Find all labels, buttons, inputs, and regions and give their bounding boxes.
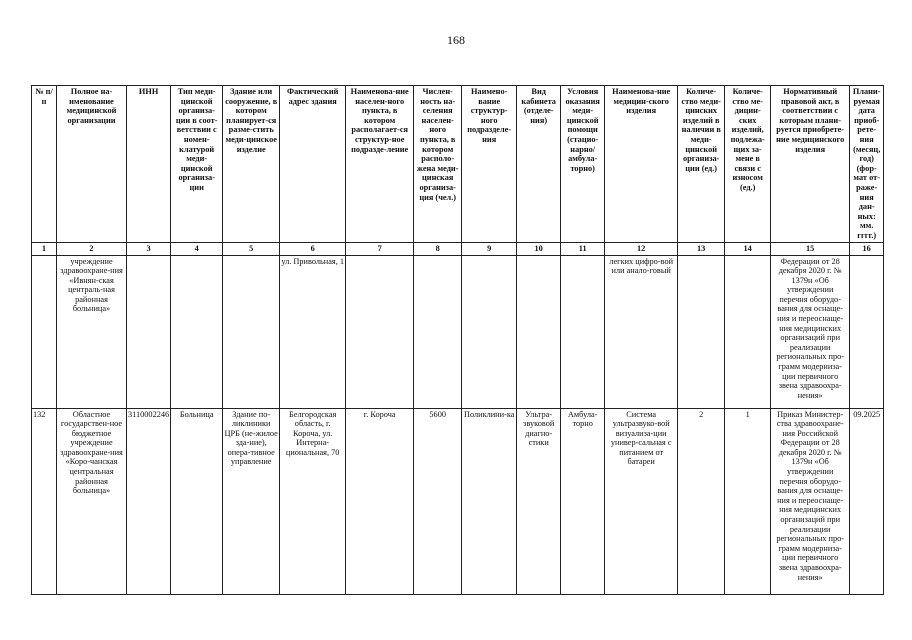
header-cell: Вид кабинета (отделе-ния) bbox=[517, 86, 561, 243]
cell-population: 5600 bbox=[414, 408, 462, 594]
cell-conditions: Амбула-торно bbox=[561, 408, 605, 594]
cell-qty-replace bbox=[725, 255, 771, 408]
cell-building bbox=[223, 255, 280, 408]
cell-num: 132 bbox=[32, 408, 57, 594]
column-number: 7 bbox=[346, 242, 414, 255]
cell-num bbox=[32, 255, 57, 408]
cell-qty-have: 2 bbox=[678, 408, 725, 594]
cell-date bbox=[850, 255, 884, 408]
cell-date: 09.2025 bbox=[850, 408, 884, 594]
table-row bbox=[32, 255, 884, 408]
cell-org-name: учреждение здравоохране-ния «Ивнян-ская централь-ная районная больница» bbox=[57, 255, 127, 408]
cell-qty-have bbox=[678, 255, 725, 408]
cell-conditions bbox=[561, 255, 605, 408]
header-cell: Полное на-именование медицинской организации bbox=[57, 86, 127, 243]
cell-settlement: г. Короча bbox=[346, 408, 414, 594]
column-number: 10 bbox=[517, 242, 561, 255]
cell-address: ул. Привольная, 1 bbox=[280, 255, 346, 408]
cell-legal-act: Федерации от 28 декабря 2020 г. № 1379н «Об утверждении перечня оборудо-вания для оснаще-ния и переоснаще-ния медицинских организаций при реализации региональных про-грамм модерниза-ции первичного звена здравоохра-нения» bbox=[771, 255, 850, 408]
cell-qty-replace: 1 bbox=[725, 408, 771, 594]
header-cell: Плани-руемая дата приоб-рете-ния (месяц, год) (фор-мат от-раже-ния дан-ных: мм. гггг.) bbox=[850, 86, 884, 243]
column-number: 9 bbox=[462, 242, 517, 255]
cell-device: Система ультразвуко-вой визуализа-ции универ-сальная с питанием от батареи bbox=[605, 408, 678, 594]
column-number: 1 bbox=[32, 242, 57, 255]
header-cell: Наимено-вание структур-ного подразделе-ния bbox=[462, 86, 517, 243]
header-cell: Количе-ство меди-цинских изделий в наличии в меди-цинской организа-ции (ед.) bbox=[678, 86, 725, 243]
column-number: 3 bbox=[127, 242, 171, 255]
header-cell: Фактический адрес здания bbox=[280, 86, 346, 243]
table-row bbox=[32, 408, 884, 594]
cell-building: Здание по-ликлиники ЦРБ (не-жилое зда-ние), опера-тивное управление bbox=[223, 408, 280, 594]
header-cell: Тип меди-цинской организа-ции в соот-ветствии с номен-клатурой меди-цинской организа-ции bbox=[171, 86, 223, 243]
cell-cabinet: Ультра-звуковой диагно-стики bbox=[517, 408, 561, 594]
header-cell: Количе-ство ме-дицин-ских изделий, подлежа-щих за-мене в связи с износом (ед.) bbox=[725, 86, 771, 243]
cell-legal-act: Приказ Министер-ства здравоохране-ния Российской Федерации от 28 декабря 2020 г. № 1379н «Об утверждении перечня оборудо-вания для оснаще-ния и переоснаще-ния медицинских организаций при реализации региональных про-грамм модерниза-ции первичного звена здравоохра-нения» bbox=[771, 408, 850, 594]
header-cell: ИНН bbox=[127, 86, 171, 243]
column-number: 5 bbox=[223, 242, 280, 255]
cell-org-type bbox=[171, 255, 223, 408]
header-cell: Наименова-ние населен-ного пункта, в котором располагает-ся структур-ное подразде-ление bbox=[346, 86, 414, 243]
cell-unit bbox=[462, 255, 517, 408]
column-number: 13 bbox=[678, 242, 725, 255]
column-number: 15 bbox=[771, 242, 850, 255]
cell-org-name: Областное государствен-ное бюджетное учреждение здравоохране-ния «Коро-чанская центральная районная больница» bbox=[57, 408, 127, 594]
cell-population bbox=[414, 255, 462, 408]
header-row bbox=[32, 86, 884, 243]
column-number: 11 bbox=[561, 242, 605, 255]
page-number: 168 bbox=[447, 33, 465, 47]
column-number: 16 bbox=[850, 242, 884, 255]
column-number: 2 bbox=[57, 242, 127, 255]
column-number: 4 bbox=[171, 242, 223, 255]
cell-cabinet bbox=[517, 255, 561, 408]
column-number: 8 bbox=[414, 242, 462, 255]
header-cell: Нормативный правовой акт, в соответствии с которым плани-руется приобрете-ние медицинского изделия bbox=[771, 86, 850, 243]
cell-org-type: Больница bbox=[171, 408, 223, 594]
header-cell: № п/п bbox=[32, 86, 57, 243]
cell-inn: 3110002246 bbox=[127, 408, 171, 594]
column-number-row bbox=[32, 242, 884, 255]
header-cell: Условия оказания меди-цинской помощи (стацио-нарно/ амбула-торно) bbox=[561, 86, 605, 243]
cell-settlement bbox=[346, 255, 414, 408]
header-cell: Числен-ность на-селения населен-ного пункта, в котором располо-жена меди-цинская организа-ция (чел.) bbox=[414, 86, 462, 243]
header-cell: Наименова-ние медицин-ского изделия bbox=[605, 86, 678, 243]
cell-unit: Поликлини-ка bbox=[462, 408, 517, 594]
column-number: 12 bbox=[605, 242, 678, 255]
cell-address: Белгородская область, г. Короча, ул. Интерна-циональная, 70 bbox=[280, 408, 346, 594]
equipment-table bbox=[31, 85, 884, 595]
column-number: 6 bbox=[280, 242, 346, 255]
header-cell: Здание или сооружение, в котором планирует-ся разме-стить меди-цинское изделие bbox=[223, 86, 280, 243]
cell-inn bbox=[127, 255, 171, 408]
cell-device: легких цифро-вой или анало-говый bbox=[605, 255, 678, 408]
column-number: 14 bbox=[725, 242, 771, 255]
